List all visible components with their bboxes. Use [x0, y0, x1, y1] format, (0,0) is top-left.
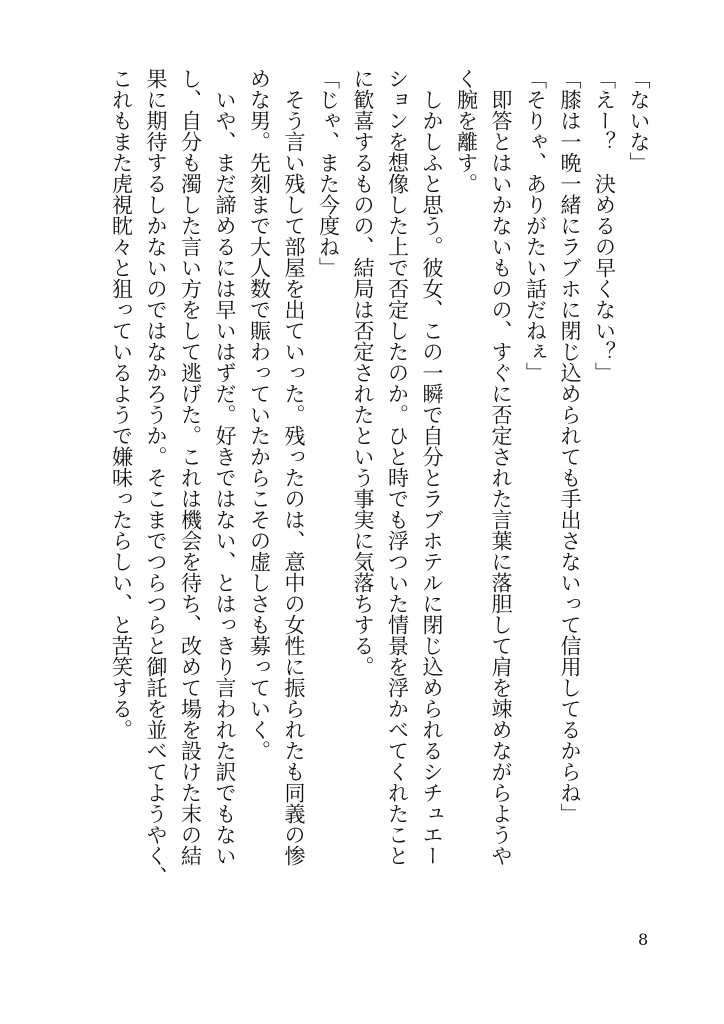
text-line: 「じゃ、また今度ね」: [316, 68, 341, 278]
text-line: 「ないな」: [627, 68, 651, 173]
page-number: 8: [638, 930, 649, 949]
text-line: 即答とはいかないものの、すぐに否定された言葉に落胆して肩を竦めながらようや: [489, 68, 513, 866]
text-line: 果に期待するしかないのではなかろうか。そこまでつらつらと御託を並べてようやく、: [144, 68, 168, 887]
text-line: に歓喜するものの、結局は否定されたという事実に気落ちする。: [351, 68, 375, 677]
text-line: いや、まだ諦めるには早いはずだ。好きではない、とはっきり言われた訳でもない: [213, 68, 237, 866]
text-line: 「そりゃ、ありがたい話だねぇ」: [523, 68, 548, 383]
text-line: 「えー？ 決めるの早くない？」: [592, 68, 617, 383]
text-line: これもまた虎視眈々と狙っているようで嫌味ったらしい、と苦笑する。: [109, 68, 134, 740]
text-line: しかしふと思う。彼女、この一瞬で自分とラブホテルに閉じ込められるシチュエー: [420, 68, 444, 866]
text-line: 「膝は一晩一緒にラブホに閉じ込められても手出さないって信用してるからね」: [558, 68, 582, 824]
body-text: [56, 68, 656, 926]
text-line: めな男。先刻まで大人数で賑わっていたからこその虚しさも募っていく。: [247, 68, 272, 761]
text-line: そう言い残して部屋を出ていった。残ったのは、意中の女性に振られたも同義の惨: [282, 68, 306, 866]
text-line: く腕を離す。: [454, 68, 479, 194]
text-line: ションを想像した上で否定したのか。ひと時でも浮ついた情景を浮かべてくれたこと: [385, 68, 410, 866]
text-line: し、自分も濁した言い方をして逃げた。これは機会を待ち、改めて場を設けた末の結: [178, 68, 203, 866]
